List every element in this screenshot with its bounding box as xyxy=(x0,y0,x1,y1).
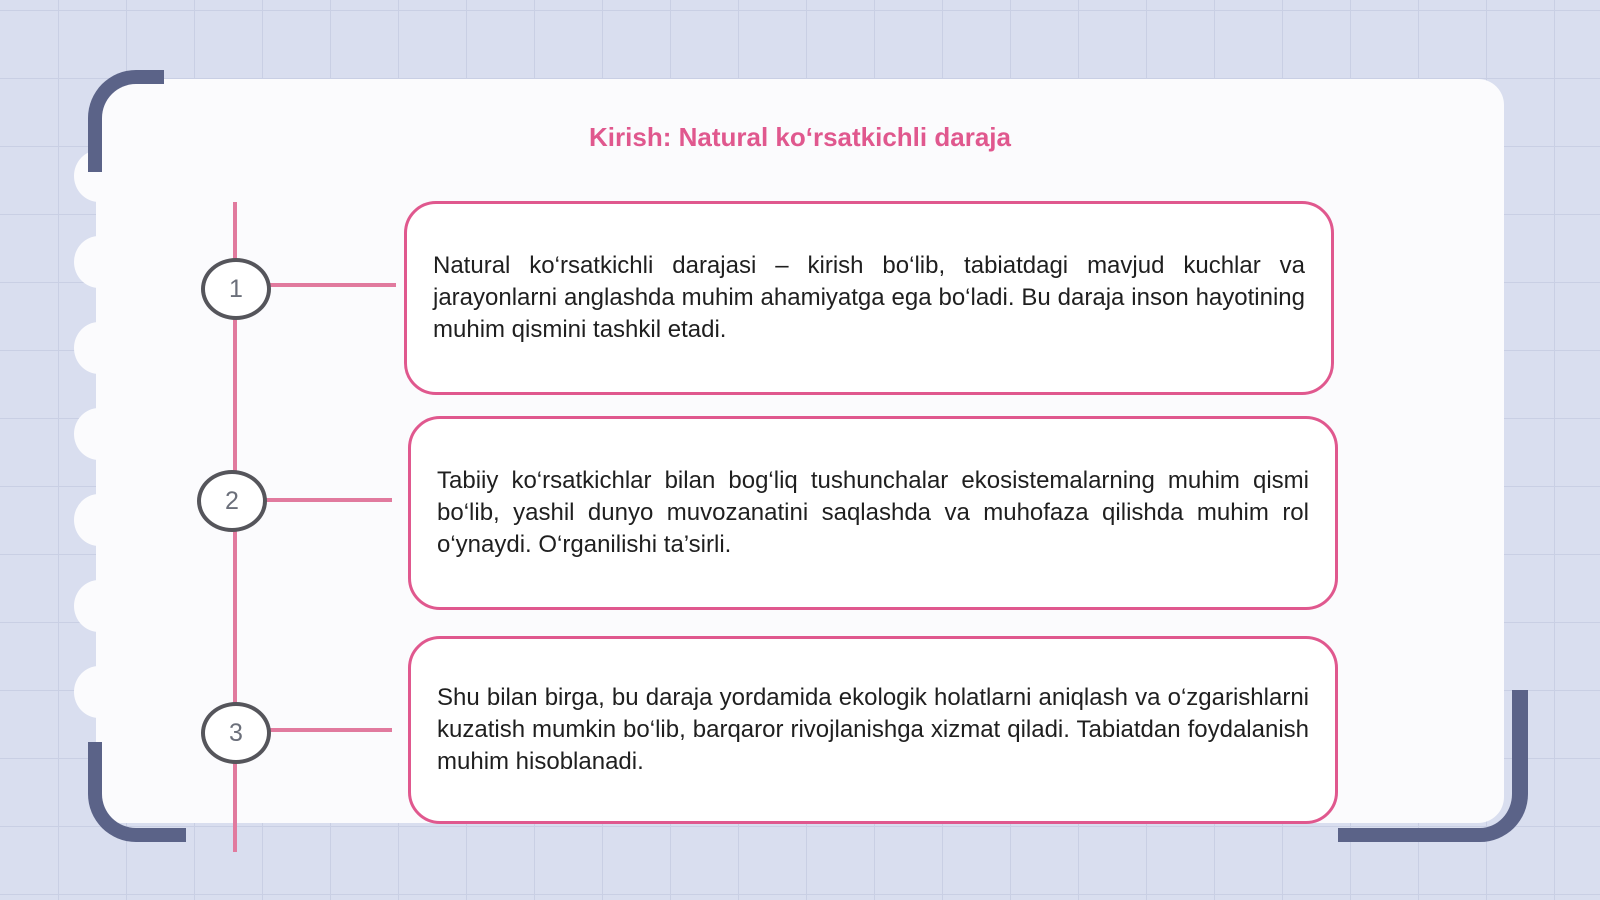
corner-bracket-bottom-right xyxy=(1338,690,1528,842)
paper-scallop xyxy=(74,666,124,718)
paper-scallop xyxy=(74,322,124,374)
timeline-marker-3 xyxy=(201,702,271,764)
timeline-connector-2 xyxy=(262,498,392,502)
slide-title: Kirish: Natural ko‘rsatkichli daraja xyxy=(589,122,1011,152)
paper-scallop xyxy=(74,236,124,288)
content-text: Natural ko‘rsatkichli darajasi – kirish bo‘lib, tabiatdagi mavjud kuchlar va jarayonlarni anglashda muhim ahamiyatga ega bo‘ladi. Bu daraja inson hayotining muhim qismini tashkil etadi. xyxy=(433,252,1305,343)
marker-number: 3 xyxy=(229,718,243,747)
paper-scallop xyxy=(74,580,124,632)
content-text: Tabiiy ko‘rsatkichlar bilan bog‘liq tushunchalar ekosistemalarning muhim qismi bo‘lib, yashil dunyo muvozanatini saqlashda va muhofaza qilishda muhim rol o‘ynaydi. O‘rganilishi ta’sirli. xyxy=(437,467,1309,558)
marker-number: 2 xyxy=(225,486,239,515)
paper-scallop xyxy=(74,494,124,546)
timeline-connector-1 xyxy=(266,283,396,287)
content-box-2 xyxy=(408,416,1338,610)
corner-bracket-bottom-left xyxy=(88,742,186,842)
content-text: Shu bilan birga, bu daraja yordamida ekologik holatlarni aniqlash va o‘zgarishlarni kuzatish mumkin bo‘lib, barqaror rivojlanishga xizmat qiladi. Tabiatdan foydalanish muhim hisoblanadi. xyxy=(437,684,1309,775)
corner-bracket-top-left xyxy=(88,70,164,172)
timeline-connector-3 xyxy=(266,728,392,732)
marker-number: 1 xyxy=(229,274,243,303)
timeline-marker-2 xyxy=(197,470,267,532)
timeline-marker-1 xyxy=(201,258,271,320)
content-box-3 xyxy=(408,636,1338,824)
paper-scallop xyxy=(74,408,124,460)
content-box-1 xyxy=(404,201,1334,395)
